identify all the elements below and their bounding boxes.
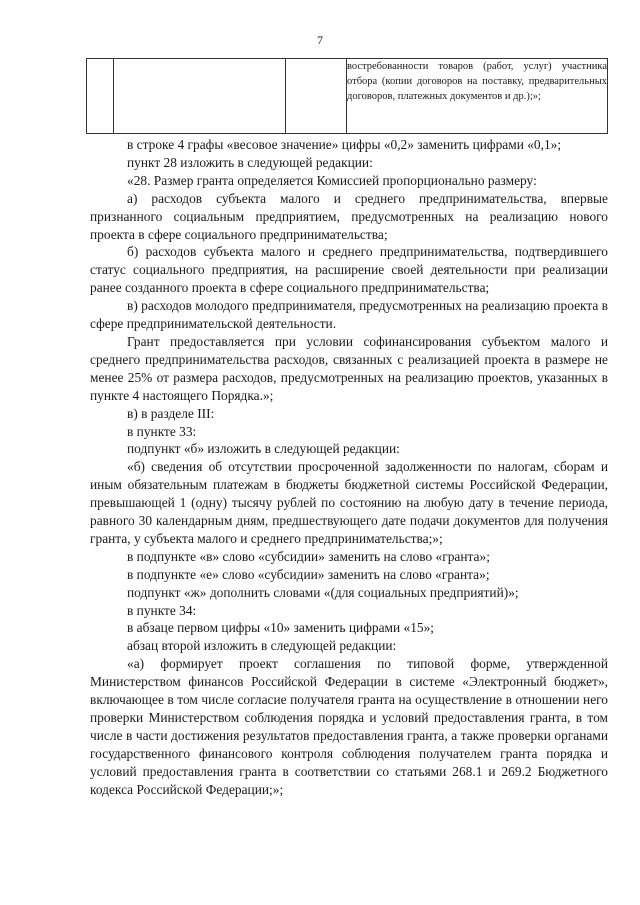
paragraph: абзац второй изложить в следующей редакции: bbox=[127, 638, 397, 654]
paragraph: в пункте 33: bbox=[127, 423, 197, 439]
document-body bbox=[90, 136, 608, 799]
paragraph: подпункт «ж» дополнить словами «(для социальных предприятий)»; bbox=[127, 584, 519, 600]
table-cell-number bbox=[87, 59, 114, 134]
paragraph: б) расходов субъекта малого и среднего предпринимательства, подтвердившего статус социального предприятия, на расширение своей деятельности при реализации ранее созданного проекта в сфере социального предпринимательства; bbox=[90, 244, 608, 296]
paragraph: «28. Размер гранта определяется Комиссией пропорционально размеру: bbox=[127, 172, 537, 188]
table-cell-criterion bbox=[114, 59, 286, 134]
table-cell-weight bbox=[286, 59, 347, 134]
paragraph: в подпункте «в» слово «субсидии» заменить на слово «гранта»; bbox=[127, 548, 490, 564]
page-number: 7 bbox=[317, 33, 323, 47]
paragraph: а) расходов субъекта малого и среднего предпринимательства, впервые признанного социальным предприятием, предусмотренных на реализацию нового проекта в сфере социального предпринимательства; bbox=[90, 190, 608, 242]
table-row bbox=[87, 59, 608, 134]
paragraph: пункт 28 изложить в следующей редакции: bbox=[127, 154, 373, 170]
paragraph: Грант предоставляется при условии софинансирования субъектом малого и среднего предпринимательства расходов, связанных с реализацией проекта в размере не менее 25% от размера расходов, предусмотренных на реализацию проектов, указанных в пункте 4 настоящего Порядка.»; bbox=[90, 333, 608, 403]
paragraph: подпункт «б» изложить в следующей редакции: bbox=[127, 441, 400, 457]
paragraph: в подпункте «е» слово «субсидии» заменить на слово «гранта»; bbox=[127, 566, 490, 582]
paragraph: в абзаце первом цифры «10» заменить цифрами «15»; bbox=[127, 620, 435, 636]
criteria-table-fragment bbox=[86, 58, 608, 134]
paragraph: «а) формирует проект соглашения по типовой форме, утвержденной Министерством финансов Российской Федерации в системе «Электронный бюджет», включающее в том числе согласие получателя гранта на осуществление в отношении него проверки Министерством соблюдения порядка и условий предоставления гранта, в том числе в части достижения результатов предоставления гранта, а также проверки органами государственного финансового контроля соблюдения получателем гранта порядка и условий предоставления гранта в соответствии со статьями 268.1 и 269.2 Бюджетного кодекса Российской Федерации;»; bbox=[90, 656, 608, 797]
paragraph: «б) сведения об отсутствии просроченной задолженности по налогам, сборам и иным обязательным платежам в бюджеты бюджетной системы Российской Федерации, превышающей 1 (одну) тысячу рублей по состоянию на любую дату в течение периода, равного 30 календарным дням, предшествующего дате подачи документов для получения гранта, у субъекта малого и среднего предпринимательства;»; bbox=[90, 459, 608, 546]
paragraph: в пункте 34: bbox=[127, 602, 197, 618]
paragraph: в строке 4 графы «весовое значение» цифры «0,2» заменить цифрами «0,1»; bbox=[127, 137, 562, 152]
paragraph: в) расходов молодого предпринимателя, предусмотренных на реализацию проекта в сфере предпринимательской деятельности. bbox=[90, 298, 608, 332]
paragraph: в) в разделе III: bbox=[127, 405, 215, 421]
table-cell-documents: востребованности товаров (работ, услуг) участника отбора (копии договоров на поставку, предварительных договоров, платежных документов и др.);»; bbox=[347, 59, 608, 134]
